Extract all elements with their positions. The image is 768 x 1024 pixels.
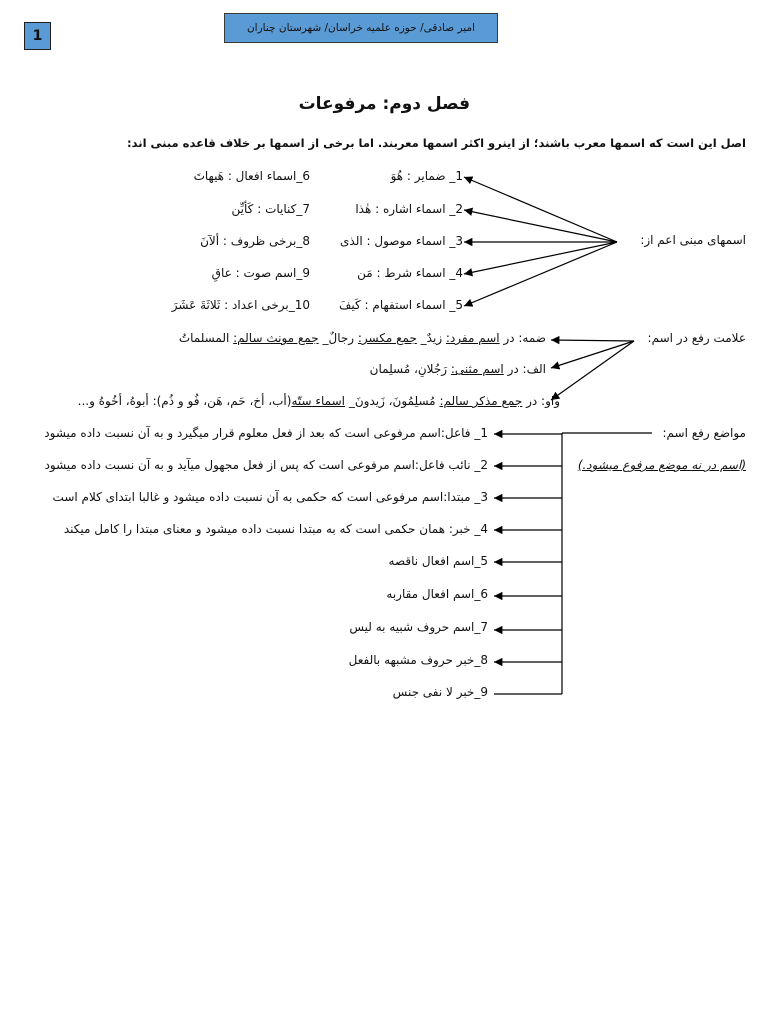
damma-ex2: رجالٌ_ <box>318 331 358 345</box>
mabni-item-3: 3_ اسماء موصول : الذی <box>340 234 463 248</box>
mabni-item-5: 5_ اسماء استفهام : کَیفَ <box>338 298 463 312</box>
mabni-item-8: 8_برخی ظروف : ألآنَ <box>200 234 310 248</box>
raf-label: علامت رفع در اسم: <box>647 331 746 345</box>
mabni-arrow-1 <box>464 177 617 242</box>
mawadi-item-1: 1_ فاعل:اسم مرفوعی است که بعد از فعل معلوم قرار میگیرد و به آن نسبت داده میشود <box>44 426 488 440</box>
alif-muthanna: اسم مثنی: <box>450 362 504 376</box>
mawadi-item-6: 6_اسم افعال مقاربه <box>386 587 488 601</box>
raf-arrow-3 <box>551 341 634 400</box>
mabni-item-10: 10_برخی اعداد : ثَلاثَةَ عَشَرَ <box>171 298 310 312</box>
mawadi-item-9: 9_خبر لا نفی جنس <box>392 685 488 699</box>
mabni-item-2: 2_ اسماء اشاره : هٰذا <box>355 202 463 216</box>
chapter-title: فصل دوم: مرفوعات <box>298 94 470 114</box>
raf-arrow-2 <box>551 341 634 368</box>
raf-arrow-1 <box>551 340 634 341</box>
mawadi-label: مواضع رفع اسم: <box>662 426 746 440</box>
damma-prefix: ضمه: در <box>499 331 546 345</box>
damma-mufrad: اسم مفرد: <box>445 331 500 345</box>
mabni-arrow-4 <box>464 242 617 274</box>
mabni-arrow-5 <box>464 242 617 306</box>
intro-text: اصل این است که اسمها معرب باشند؛ از اینرو اکثر اسمها معربند. اما برخی از اسمها بر خلاف قاعده مبنی اند: <box>127 136 746 150</box>
waw-ex1: مُسلِمُونَ، زَیدونَ_ <box>345 394 440 408</box>
mabni-arrow-2 <box>464 210 617 242</box>
mawadi-item-7: 7_اسم حروف شبیه به لیس <box>349 620 488 634</box>
mawadi-item-8: 8_خبر حروف مشبهه بالفعل <box>348 653 488 667</box>
mawadi-note: (اسم در نه موضع مرفوع میشود.) <box>577 458 746 472</box>
mabni-label: اسمهای مبنی اعم از: <box>640 233 746 247</box>
waw-ex2: (أب، أخ، حَم، هَن، فُو و ذُم): أبوهُ، أخُوهُ و... <box>77 394 292 408</box>
mabni-item-1: 1_ ضمایر : هُوَ <box>390 169 463 183</box>
header-banner: امیر صادقی/ حوزه علمیه خراسان/ شهرستان چناران <box>224 13 498 43</box>
alif-ex: رَجُلانِ، مُسلِمان <box>369 362 451 376</box>
mabni-item-6: 6_اسماء افعال : هَیهاتَ <box>193 169 310 183</box>
mawadi-item-4: 4_ خبر: همان حکمی است که به مبتدا نسبت داده میشود و معنای مبتدا را کامل میکند <box>63 522 488 536</box>
alif-prefix: الف: در <box>503 362 546 376</box>
mawadi-item-5: 5_اسم افعال ناقصه <box>388 554 488 568</box>
mawadi-item-2: 2_ نائب فاعل:اسم مرفوعی است که پس از فعل مجهول میآید و به آن نسبت داده میشود <box>44 458 488 472</box>
damma-ex3: المسلماتُ <box>178 331 234 345</box>
mabni-item-9: 9_اسم صوت : عاقِ <box>211 266 310 280</box>
damma-ex1: زیدٌ_ <box>416 331 446 345</box>
damma-muannath: جمع مونث سالم: <box>233 331 319 345</box>
waw-sitta: اسماء ستّه <box>291 394 346 408</box>
waw-prefix: واو: در <box>522 394 560 408</box>
mabni-item-7: 7_کنایات : کَأیِّن <box>231 202 310 216</box>
waw-mudhakkar: جمع مذکر سالم: <box>439 394 523 408</box>
mabni-item-4: 4_ اسماء شرط : مَن <box>357 266 463 280</box>
mawadi-item-3: 3_ مبتدا:اسم مرفوعی است که حکمی به آن نسبت داده میشود و غالبا ابتدای کلام است <box>52 490 488 504</box>
page-number: 1 <box>24 22 51 50</box>
damma-mukassar: جمع مکسر: <box>357 331 417 345</box>
